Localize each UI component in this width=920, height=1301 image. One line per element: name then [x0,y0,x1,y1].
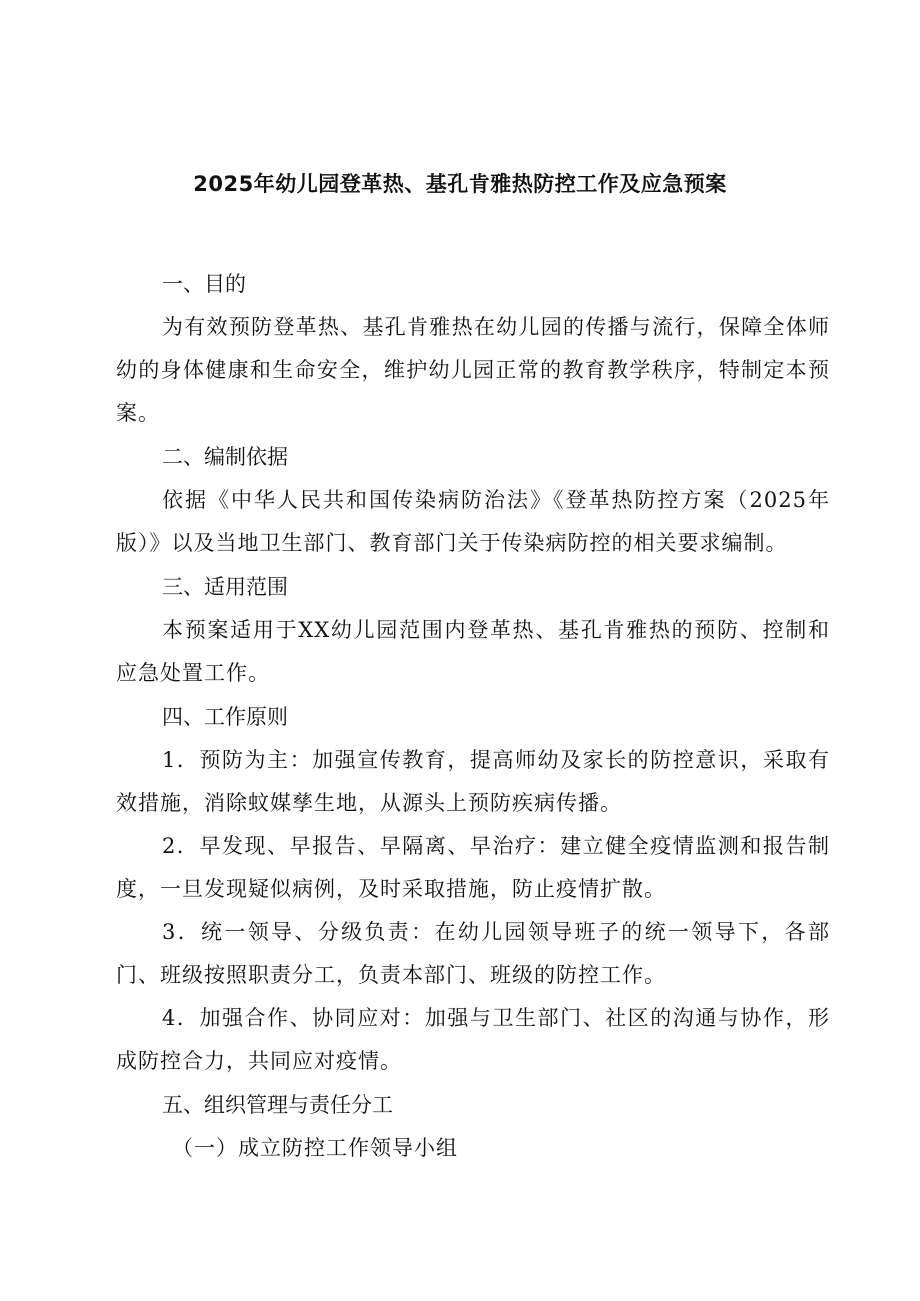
paragraph-principle-1: 1．预防为主：加强宣传教育，提高师幼及家长的防控意识，采取有效措施，消除蚊媒孳生地，从源头上预防疾病传播。 [116,748,830,815]
paragraph-principle-2: 2．早发现、早报告、早隔离、早治疗：建立健全疫情监测和报告制度，一旦发现疑似病例，及时采取措施，防止疫情扩散。 [116,834,830,901]
section-heading-principles: 四、工作原则 [162,705,288,729]
subsection-heading-leadership-group: （一）成立防控工作领导小组 [172,1136,458,1160]
paragraph-principle-4: 4．加强合作、协同应对：加强与卫生部门、社区的沟通与协作，形成防控合力，共同应对疫情。 [116,1006,830,1073]
document-title: 2025年幼儿园登革热、基孔肯雅热防控工作及应急预案 [193,172,727,196]
section-heading-basis: 二、编制依据 [162,445,288,469]
paragraph-principle-3: 3．统一领导、分级负责：在幼儿园领导班子的统一领导下，各部门、班级按照职责分工，负责本部门、班级的防控工作。 [116,920,830,987]
paragraph-basis: 依据《中华人民共和国传染病防治法》《登革热防控方案（2025年版）》以及当地卫生部门、教育部门关于传染病防控的相关要求编制。 [116,488,830,555]
section-heading-purpose: 一、目的 [162,272,246,296]
paragraph-purpose: 为有效预防登革热、基孔肯雅热在幼儿园的传播与流行，保障全体师幼的身体健康和生命安全，维护幼儿园正常的教育教学秩序，特制定本预案。 [116,315,830,425]
section-heading-organization: 五、组织管理与责任分工 [162,1093,393,1117]
paragraph-scope: 本预案适用于XX幼儿园范围内登革热、基孔肯雅热的预防、控制和应急处置工作。 [116,618,830,685]
section-heading-scope: 三、适用范围 [162,575,288,599]
document-body [116,262,830,1170]
